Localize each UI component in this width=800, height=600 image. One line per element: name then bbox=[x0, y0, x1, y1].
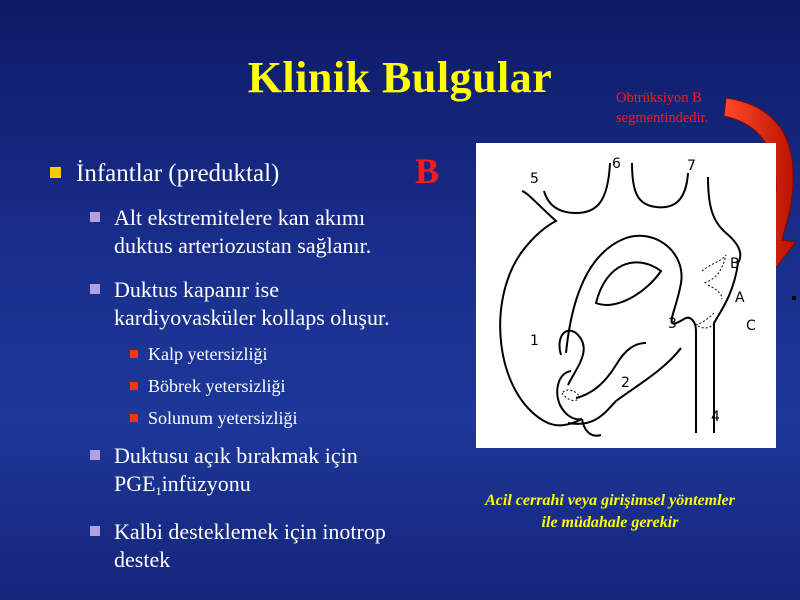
valve-outline bbox=[562, 390, 580, 400]
bullet-text: infüzyonu bbox=[161, 471, 251, 496]
bullet-square-icon bbox=[90, 284, 100, 294]
pulmonary-trunk-contour bbox=[576, 343, 646, 398]
bullet-text: kardiyovasküler kollaps oluşur. bbox=[114, 305, 390, 330]
label-a: A bbox=[735, 290, 745, 306]
label-2: 2 bbox=[621, 375, 630, 391]
bullet-square-icon bbox=[90, 212, 100, 222]
bullet-square-icon bbox=[130, 414, 138, 422]
segment-b-outline bbox=[702, 255, 726, 283]
sub-bullet-text: Kalp yetersizliği bbox=[148, 344, 268, 364]
label-3: 3 bbox=[668, 316, 677, 332]
bullet-text: duktus arteriozustan sağlanır. bbox=[114, 233, 372, 258]
label-b: B bbox=[730, 256, 740, 272]
aorta-branch-contour bbox=[632, 163, 688, 207]
bullet-square-icon bbox=[50, 167, 61, 178]
label-1: 1 bbox=[530, 333, 539, 349]
inner-arch-contour bbox=[596, 262, 661, 305]
sub-bullet-text: Solunum yetersizliği bbox=[148, 408, 298, 428]
aorta-branch-contour bbox=[544, 163, 610, 213]
footer-note bbox=[445, 490, 775, 534]
descending-aorta-contour bbox=[684, 318, 696, 433]
bullet-text: Duktusu açık bırakmak için bbox=[114, 443, 358, 468]
aortic-arch-diagram bbox=[476, 143, 776, 448]
aorta-outer-contour bbox=[500, 191, 556, 421]
edge-dot bbox=[792, 296, 796, 300]
bullet-square-icon bbox=[130, 382, 138, 390]
label-4: 4 bbox=[711, 409, 720, 425]
bullet-text: destek bbox=[114, 547, 171, 572]
label-5: 5 bbox=[530, 171, 539, 187]
bullet-square-icon bbox=[90, 526, 100, 536]
bullet-text: İnfantlar (preduktal) bbox=[76, 160, 280, 187]
aorta-branch-contour bbox=[708, 177, 740, 263]
descending-aorta-contour bbox=[714, 263, 738, 433]
bullet-text: Duktus kapanır ise bbox=[114, 277, 279, 302]
bullet-square-icon bbox=[130, 350, 138, 358]
inner-arch-contour bbox=[566, 236, 684, 353]
segment-marker: B bbox=[415, 151, 440, 191]
bullet-square-icon bbox=[90, 450, 100, 460]
bullet-text: PGE bbox=[114, 471, 156, 496]
footer-line1: Acil cerrahi veya girişimsel yöntemler bbox=[485, 492, 735, 509]
label-6: 6 bbox=[612, 156, 621, 172]
footer-line2: ile müdahale gerekir bbox=[541, 514, 679, 531]
sub-bullet-text: Böbrek yetersizliği bbox=[148, 376, 286, 396]
label-7: 7 bbox=[687, 158, 696, 174]
subscript: 1 bbox=[155, 484, 162, 498]
label-c: C bbox=[746, 318, 756, 334]
pulmonary-trunk-contour bbox=[559, 331, 583, 385]
bullet-text: Alt ekstremitelere kan akımı bbox=[114, 205, 366, 230]
obstruction-note-line2: segmentindedir. bbox=[616, 110, 709, 126]
slide-title: Klinik Bulgular bbox=[247, 53, 553, 102]
segment-a-outline bbox=[708, 285, 722, 299]
bullet-text: Kalbi desteklemek için inotrop bbox=[114, 519, 386, 544]
obstruction-note-line1: Obtrüksiyon B bbox=[616, 90, 702, 106]
